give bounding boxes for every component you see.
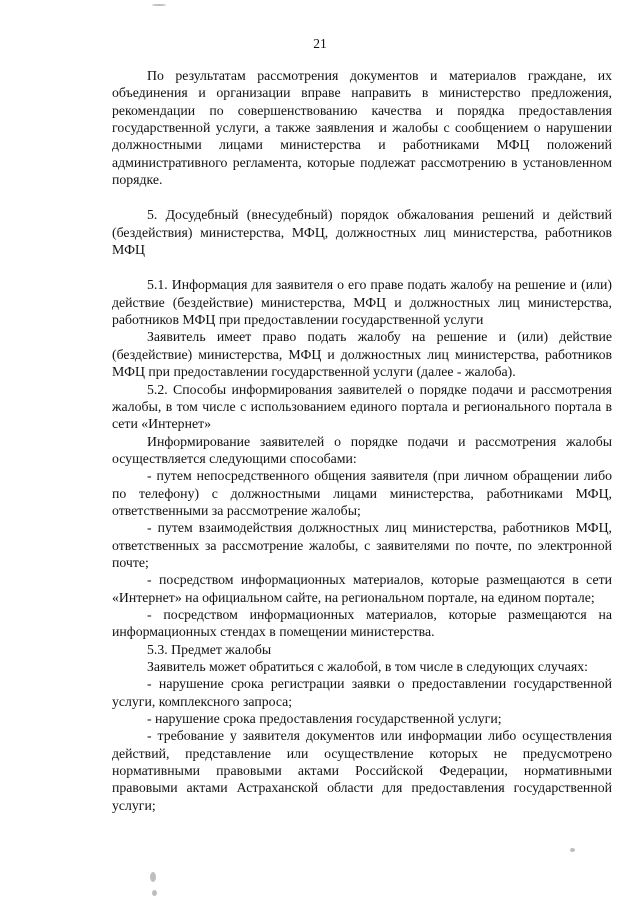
scan-artifact-bottom-right <box>570 848 575 852</box>
page-number: 21 <box>313 36 327 51</box>
scan-artifact-bottom-left <box>150 872 156 882</box>
section-heading-5: 5. Досудебный (внесудебный) порядок обжалования решений и действий (бездействия) министерства, МФЦ, должностных лиц министерства, работников МФЦ <box>112 207 612 258</box>
scan-artifact-bottom-left-2 <box>152 890 157 896</box>
subsection-5-1: 5.1. Информация для заявителя о его праве подать жалобу на решение и (или) действие (бездействие) министерства, МФЦ и должностных лиц министерства, работников МФЦ при предоставлении государственной услуги <box>112 277 612 328</box>
paragraph-complaint-cases: Заявитель может обратиться с жалобой, в том числе в следующих случаях: <box>147 659 588 674</box>
list-item-service-delay: - нарушение срока предоставления государственной услуги; <box>147 711 502 727</box>
subsection-5-3: 5.3. Предмет жалобы <box>147 641 272 657</box>
list-item-mail-contact: - путем взаимодействия должностных лиц министерства, работников МФЦ, ответственных за рассмотрение жалобы, с заявителями по почте, по электронной почте; <box>112 520 612 570</box>
paragraph-informing-methods: Информирование заявителей о порядке подачи и рассмотрения жалобы осуществляется следующими способами: <box>112 433 612 466</box>
subsection-5-2: 5.2. Способы информирования заявителей о порядке подачи и рассмотрения жалобы, в том числе с использованием единого портала и регионального портала в сети «Интернет» <box>112 381 612 432</box>
list-item-registration-delay: - нарушение срока регистрации заявки о предоставлении государственной услуги, комплексного запроса; <box>112 676 612 709</box>
list-item-extra-documents: - требование у заявителя документов или информации либо осуществления действий, представление или осуществление которых не предусмотрено нормативными правовыми актами Российской Федерации, нормативными правовыми актами Астраханской области для предоставления государственной услуги; <box>112 728 612 813</box>
paragraph-intro: По результатам рассмотрения документов и материалов граждане, их объединения и организации вправе направить в министерство предложения, рекомендации по совершенствованию качества и порядка предоставления государственной услуги, а также заявления и жалобы с сообщением о нарушении должностными лицами министерства и работниками МФЦ положений административного регламента, которые подлежат рассмотрению в установленном порядке. <box>112 68 612 188</box>
document-body <box>112 67 612 814</box>
list-item-direct-contact: - путем непосредственного общения заявителя (при личном обращении либо по телефону) с должностными лицами министерства, работниками МФЦ, ответственными за рассмотрение жалобы; <box>112 468 612 518</box>
list-item-stand-materials: - посредством информационных материалов, которые размещаются на информационных стендах в помещении министерства. <box>112 606 612 640</box>
scan-artifact-top <box>152 4 166 6</box>
list-item-internet-materials: - посредством информационных материалов, которые размещаются в сети «Интернет» на официальном сайте, на региональном портале, на едином портале; <box>112 572 612 605</box>
paragraph-right-to-complain: Заявитель имеет право подать жалобу на решение и (или) действие (бездействие) министерства, МФЦ и должностных лиц министерства, работников МФЦ при предоставлении государственной услуги (далее - жалоба). <box>112 329 612 380</box>
